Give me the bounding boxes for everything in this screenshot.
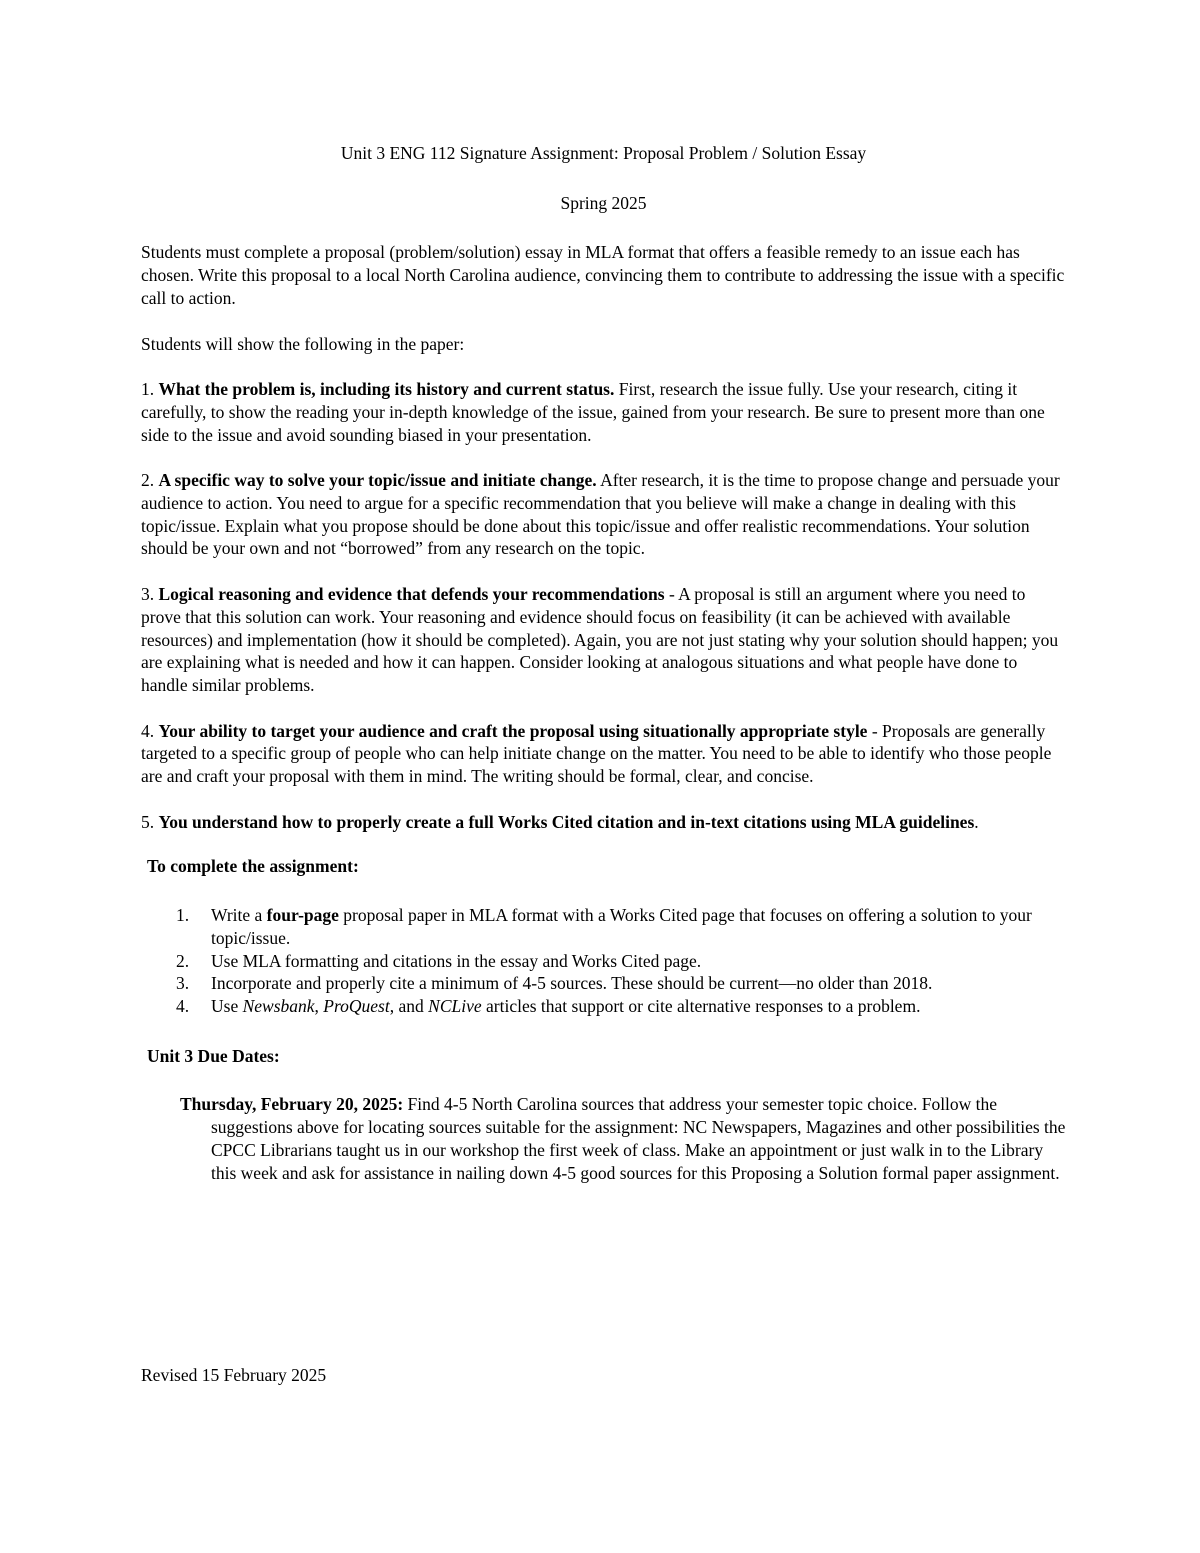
intro-paragraph: Students must complete a proposal (problem/solution) essay in MLA format that offers a feasible remedy to an issue each has chosen. Write this proposal to a local North Carolina audience, convincing them to contribute to addressing the issue with a specific call to action. xyxy=(141,242,1065,308)
item-number: 3. xyxy=(141,584,155,605)
page-count-emphasis: four-page xyxy=(266,905,339,926)
step-item-4: 4. Use Newsbank, ProQuest, and NCLive articles that support or cite alternative responses to a problem. xyxy=(176,995,921,1016)
revision-note: Revised 15 February 2025 xyxy=(141,1365,327,1385)
document-title: Unit 3 ENG 112 Signature Assignment: Proposal Problem / Solution Essay xyxy=(340,143,867,163)
item-text: After research, it is the time to propose change and persuade your audience to action. You need to argue for a specific recommendation that you believe will make a change in dealing with this topic/issue. Explain what you propose should be done about this topic/issue and offer realistic recommendations. Your solution should be your own and not “borrowed” from any research on the topic. xyxy=(141,470,1060,559)
lead-in-text: Students will show the following in the paper: xyxy=(141,333,465,354)
due-dates-heading: Unit 3 Due Dates: xyxy=(147,1045,280,1066)
item-number: 4. xyxy=(141,720,155,741)
item-text: - A proposal is still an argument where you need to prove that this solution can work. Your reasoning and evidence should focus on feasibility (it can be achieved with available resources) and implementation (how it should be completed). Again, you are not just stating why your solution should happen; you are explaining what is needed and how it can happen. Consider looking at analogous situations and what people have done to handle similar problems. xyxy=(141,584,1059,695)
step-number: 2. xyxy=(176,950,190,971)
item-heading: What the problem is, including its history and current status. xyxy=(158,379,615,400)
complete-assignment-heading: To complete the assignment: xyxy=(147,856,359,877)
requirement-item-1 xyxy=(141,378,1066,446)
document-subtitle: Spring 2025 xyxy=(560,192,647,213)
item-text: - Proposals are generally targeted to a specific group of people who can help initiate change on the matter. You need to be able to identify who those people are and craft your proposal with them in mind. The writing should be formal, clear, and concise. xyxy=(141,720,1052,787)
due-date-text: Find 4-5 North Carolina sources that address your semester topic choice. Follow the suggestions above for locating sources suitable for the assignment: NC Newspapers, Magazines and other possibilities the CPCC Librarians taught us in our workshop the first week of class. Make an appointment or just walk in to the Library this week and ask for assistance in nailing down 4-5 good sources for this Proposing a Solution formal paper assignment. xyxy=(211,1094,1066,1183)
item-heading: Your ability to target your audience and craft the proposal using situationally appropriate style xyxy=(158,720,868,741)
requirement-item-3 xyxy=(141,583,1066,697)
requirement-item-2 xyxy=(141,469,1066,560)
item-text: First, research the issue fully. Use your research, citing it carefully, to show the reading your in-depth knowledge of the issue, gained from your research. Be sure to present more than one side to the issue and avoid sounding biased in your presentation. xyxy=(141,379,1045,445)
step-number: 1. xyxy=(176,905,190,926)
item-text: . xyxy=(974,811,979,832)
item-heading: Logical reasoning and evidence that defends your recommendations xyxy=(158,584,665,605)
document-body xyxy=(141,142,1066,1184)
step-number: 4. xyxy=(176,995,190,1016)
database-name-newsbank: Newsbank xyxy=(242,995,315,1016)
item-heading: A specific way to solve your topic/issue and initiate change. xyxy=(158,470,597,491)
item-number: 2. xyxy=(141,470,155,491)
due-date-entry xyxy=(180,1093,1066,1184)
due-date: Thursday, February 20, 2025: xyxy=(180,1094,404,1115)
requirement-item-4 xyxy=(141,720,1066,788)
step-number: 3. xyxy=(176,973,190,994)
item-number: 5. xyxy=(141,811,155,832)
database-name-proquest: ProQuest xyxy=(323,995,390,1016)
item-heading: You understand how to properly create a full Works Cited citation and in-text citations using MLA guidelines xyxy=(158,811,975,832)
item-number: 1. xyxy=(141,379,155,400)
step-item-2: 2. Use MLA formatting and citations in the essay and Works Cited page. xyxy=(176,950,702,971)
assignment-steps-list xyxy=(141,904,1066,1018)
requirement-item-5 xyxy=(141,811,1066,834)
step-item-1: 1. Write a four-page proposal paper in MLA format with a Works Cited page that focuses on offering a solution to your topic/issue. xyxy=(176,905,1032,948)
step-item-3: 3. Incorporate and properly cite a minimum of 4-5 sources. These should be current—no older than 2018. xyxy=(176,973,933,994)
database-name-nclive: NCLive xyxy=(428,995,482,1016)
